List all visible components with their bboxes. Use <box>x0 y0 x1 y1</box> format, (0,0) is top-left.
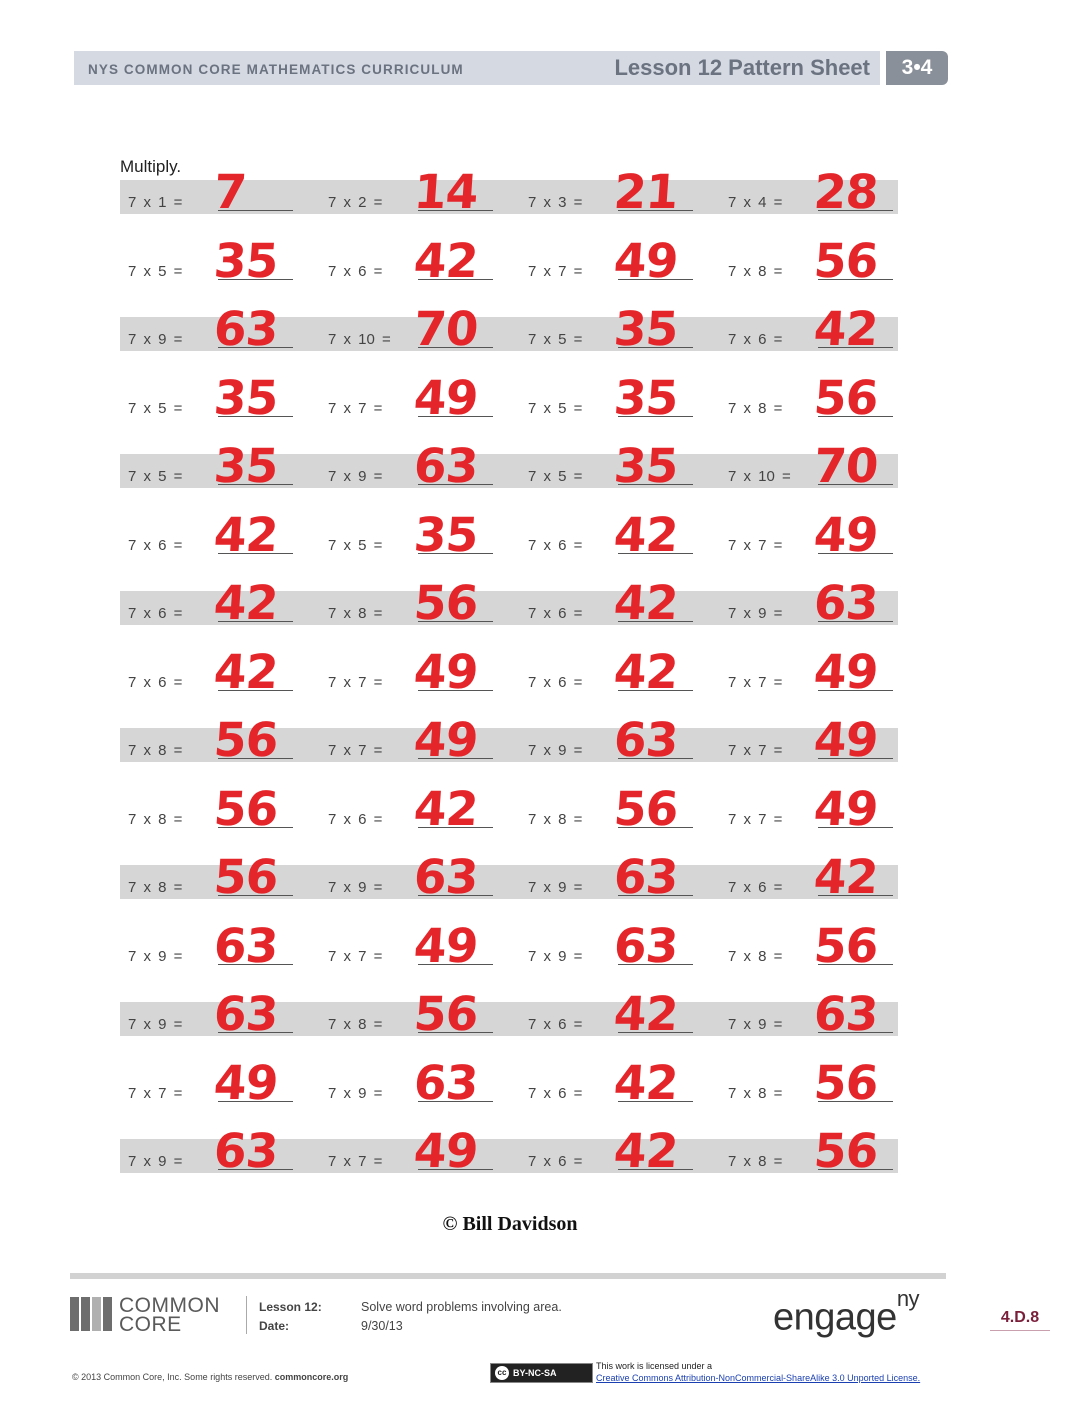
date-label: Date: <box>259 1319 290 1333</box>
problem-expression: 7 x 6 = <box>728 331 783 348</box>
problem-cell <box>120 987 310 1042</box>
handwritten-answer: 63 <box>412 1055 480 1111</box>
problem-cell <box>720 165 910 220</box>
problem-cell <box>120 302 310 357</box>
handwritten-answer: 56 <box>212 713 280 768</box>
problem-cell <box>520 576 710 631</box>
problem-expression: 7 x 7 = <box>328 673 383 691</box>
footer-vertical-divider <box>246 1296 247 1334</box>
problem-expression: 7 x 5 = <box>128 262 183 280</box>
handwritten-answer: 42 <box>612 1055 680 1111</box>
problem-cell <box>520 1055 710 1111</box>
problem-expression: 7 x 9 = <box>128 331 183 348</box>
handwritten-answer: 56 <box>612 781 680 837</box>
problem-cell <box>720 439 910 494</box>
problem-cell <box>120 439 310 494</box>
footer-divider <box>70 1273 946 1279</box>
problem-expression: 7 x 9 = <box>328 1084 383 1102</box>
problem-cell <box>320 987 510 1042</box>
problem-expression: 7 x 9 = <box>128 947 183 965</box>
problem-expression: 7 x 8 = <box>128 742 183 759</box>
logo-line2: CORE <box>119 1313 182 1336</box>
handwritten-answer: 42 <box>612 507 680 563</box>
problem-expression: 7 x 9 = <box>528 879 583 896</box>
problem-expression: 7 x 6 = <box>128 605 183 622</box>
problem-cell <box>720 713 910 768</box>
handwritten-answer: 35 <box>612 370 680 426</box>
problem-expression: 7 x 6 = <box>528 605 583 622</box>
problem-expression: 7 x 6 = <box>328 262 383 280</box>
curriculum-title: NYS COMMON CORE MATHEMATICS CURRICULUM <box>88 62 464 77</box>
handwritten-answer: 35 <box>612 439 680 494</box>
problem-expression: 7 x 6 = <box>528 1153 583 1170</box>
problem-row <box>120 302 898 357</box>
problem-expression: 7 x 9 = <box>128 1153 183 1170</box>
problem-cell <box>320 713 510 768</box>
problem-cell <box>520 439 710 494</box>
problem-cell <box>120 370 310 426</box>
problem-cell <box>520 165 710 220</box>
engage-sup: ny <box>896 1286 920 1311</box>
handwritten-answer: 56 <box>212 850 280 905</box>
handwritten-answer: 42 <box>212 644 280 700</box>
handwritten-answer: 42 <box>812 850 880 905</box>
copyright-notice <box>72 1372 348 1382</box>
handwritten-answer: 63 <box>212 302 280 357</box>
problem-cell <box>520 233 710 289</box>
handwritten-answer: 42 <box>612 644 680 700</box>
handwritten-answer: 63 <box>612 918 680 974</box>
problem-expression: 7 x 9 = <box>128 1016 183 1033</box>
problem-expression: 7 x 7 = <box>728 673 783 691</box>
handwritten-answer: 35 <box>612 302 680 357</box>
lesson-label: Lesson 12: <box>259 1300 322 1314</box>
problem-cell <box>320 370 510 426</box>
problem-expression: 7 x 5 = <box>128 468 183 485</box>
problem-cell <box>320 439 510 494</box>
problem-cell <box>520 644 710 700</box>
problem-expression: 7 x 3 = <box>528 194 583 211</box>
problem-cell <box>520 507 710 563</box>
problem-cell <box>320 302 510 357</box>
problem-cell <box>320 644 510 700</box>
problem-cell <box>520 918 710 974</box>
problem-expression: 7 x 7 = <box>728 536 783 554</box>
handwritten-answer: 49 <box>412 713 480 768</box>
problem-cell <box>320 165 510 220</box>
author-credit: © Bill Davidson <box>442 1213 578 1235</box>
problem-expression: 7 x 6 = <box>528 536 583 554</box>
problem-cell <box>120 850 310 905</box>
cc-license-badge <box>490 1363 593 1383</box>
problem-cell <box>120 1124 310 1179</box>
handwritten-answer: 35 <box>212 439 280 494</box>
handwritten-answer: 56 <box>812 1124 880 1179</box>
handwritten-answer: 63 <box>212 1124 280 1179</box>
engage-text: engage <box>773 1296 897 1339</box>
logo-line1: COMMON <box>119 1294 220 1317</box>
problem-expression: 7 x 8 = <box>328 605 383 622</box>
problem-expression: 7 x 8 = <box>128 810 183 828</box>
problem-expression: 7 x 7 = <box>728 742 783 759</box>
handwritten-answer: 42 <box>412 233 480 289</box>
problem-row <box>120 850 898 905</box>
problem-cell <box>720 781 910 837</box>
problem-cell <box>120 644 310 700</box>
problem-cell <box>720 850 910 905</box>
problem-cell <box>720 302 910 357</box>
problem-cell <box>520 781 710 837</box>
problem-expression: 7 x 9 = <box>728 605 783 622</box>
license-link[interactable]: Creative Commons Attribution-NonCommercial-ShareAlike 3.0 Unported License. <box>596 1373 921 1383</box>
problem-cell <box>120 781 310 837</box>
cc-badge-text: BY-NC-SA <box>513 1368 557 1378</box>
problem-cell <box>320 918 510 974</box>
problem-cell <box>520 987 710 1042</box>
problem-expression: 7 x 6 = <box>328 810 383 828</box>
handwritten-answer: 42 <box>812 302 880 357</box>
problem-cell <box>120 713 310 768</box>
problem-cell <box>120 576 310 631</box>
problem-cell <box>320 781 510 837</box>
handwritten-answer: 63 <box>412 439 480 494</box>
problem-cell <box>520 1124 710 1179</box>
handwritten-answer: 14 <box>412 165 480 220</box>
handwritten-answer: 63 <box>812 576 880 631</box>
problem-cell <box>720 1055 910 1111</box>
problem-cell <box>520 850 710 905</box>
problem-row <box>120 439 898 494</box>
problem-cell <box>520 713 710 768</box>
handwritten-answer: 56 <box>812 370 880 426</box>
problem-cell <box>720 1124 910 1179</box>
handwritten-answer: 49 <box>612 233 680 289</box>
problem-expression: 7 x 6 = <box>128 673 183 691</box>
problem-expression: 7 x 6 = <box>128 536 183 554</box>
problem-expression: 7 x 8 = <box>728 262 783 280</box>
copyright-text: © 2013 Common Core, Inc. Some rights reserved. <box>72 1372 273 1382</box>
problem-expression: 7 x 8 = <box>728 1084 783 1102</box>
problem-expression: 7 x 6 = <box>528 1016 583 1033</box>
problem-cell <box>520 370 710 426</box>
problem-row <box>120 1055 898 1111</box>
handwritten-answer: 42 <box>212 576 280 631</box>
problem-cell <box>720 644 910 700</box>
problem-row <box>120 644 898 700</box>
handwritten-answer: 56 <box>812 1055 880 1111</box>
problem-cell <box>320 1055 510 1111</box>
problem-row <box>120 781 898 837</box>
handwritten-answer: 49 <box>812 644 880 700</box>
handwritten-answer: 63 <box>612 713 680 768</box>
header-bar <box>74 51 880 85</box>
handwritten-answer: 42 <box>612 1124 680 1179</box>
problem-cell <box>120 507 310 563</box>
problem-expression: 7 x 5 = <box>528 468 583 485</box>
problem-expression: 7 x 7 = <box>528 262 583 280</box>
page-reference: 4.D.8 <box>990 1309 1050 1331</box>
problem-expression: 7 x 7 = <box>328 947 383 965</box>
creative-commons-icon: cc <box>495 1366 509 1380</box>
problem-expression: 7 x 9 = <box>728 1016 783 1033</box>
problem-expression: 7 x 7 = <box>328 742 383 759</box>
handwritten-answer: 42 <box>612 576 680 631</box>
handwritten-answer: 49 <box>212 1055 280 1111</box>
handwritten-answer: 49 <box>412 1124 480 1179</box>
handwritten-answer: 49 <box>412 644 480 700</box>
problem-expression: 7 x 8 = <box>328 1016 383 1033</box>
handwritten-answer: 63 <box>612 850 680 905</box>
handwritten-answer: 49 <box>412 370 480 426</box>
handwritten-answer: 56 <box>412 987 480 1042</box>
license-text <box>596 1360 920 1384</box>
problem-expression: 7 x 5 = <box>128 399 183 417</box>
problem-expression: 7 x 7 = <box>128 1084 183 1102</box>
problem-expression: 7 x 9 = <box>528 742 583 759</box>
problem-cell <box>320 576 510 631</box>
problem-expression: 7 x 7 = <box>328 399 383 417</box>
problem-expression: 7 x 5 = <box>328 536 383 554</box>
problem-expression: 7 x 9 = <box>528 947 583 965</box>
instructions: Multiply. <box>120 157 182 176</box>
problem-expression: 7 x 8 = <box>128 879 183 896</box>
engageny-logo <box>773 1286 920 1340</box>
problem-expression: 7 x 7 = <box>728 810 783 828</box>
problem-row <box>120 370 898 426</box>
problem-expression: 7 x 6 = <box>528 1084 583 1102</box>
copyright-site: commoncore.org <box>274 1372 349 1382</box>
date-value: 9/30/13 <box>361 1319 403 1333</box>
handwritten-answer: 63 <box>212 918 280 974</box>
problem-expression: 7 x 8 = <box>728 947 783 965</box>
problem-expression: 7 x 6 = <box>528 673 583 691</box>
problem-row <box>120 918 898 974</box>
problem-cell <box>720 233 910 289</box>
problem-cell <box>520 302 710 357</box>
handwritten-answer: 42 <box>212 507 280 563</box>
handwritten-answer: 70 <box>812 439 880 494</box>
handwritten-answer: 63 <box>412 850 480 905</box>
problem-expression: 7 x 6 = <box>728 879 783 896</box>
problem-row <box>120 1124 898 1179</box>
problem-expression: 7 x 5 = <box>528 399 583 417</box>
problem-cell <box>320 507 510 563</box>
problem-cell <box>720 370 910 426</box>
handwritten-answer: 49 <box>812 781 880 837</box>
problem-expression: 7 x 1 = <box>128 194 183 211</box>
problem-cell <box>120 1055 310 1111</box>
problem-cell <box>320 850 510 905</box>
handwritten-answer: 70 <box>412 302 480 357</box>
problem-expression: 7 x 8 = <box>528 810 583 828</box>
grade-module-badge: 3•4 <box>886 51 948 85</box>
handwritten-answer: 35 <box>412 507 480 563</box>
problem-expression: 7 x 2 = <box>328 194 383 211</box>
problem-cell <box>320 1124 510 1179</box>
common-core-logo <box>70 1294 220 1336</box>
lesson-title: Lesson 12 Pattern Sheet <box>614 55 870 80</box>
handwritten-answer: 49 <box>812 713 880 768</box>
handwritten-answer: 56 <box>812 233 880 289</box>
handwritten-answer: 35 <box>212 233 280 289</box>
problem-expression: 7 x 8 = <box>728 1153 783 1170</box>
handwritten-answer: 21 <box>612 165 680 220</box>
problem-expression: 7 x 9 = <box>328 879 383 896</box>
problem-row <box>120 507 898 563</box>
handwritten-answer: 49 <box>812 507 880 563</box>
problem-expression: 7 x 10 = <box>728 468 791 485</box>
problem-expression: 7 x 10 = <box>328 331 391 348</box>
problem-row <box>120 987 898 1042</box>
handwritten-answer: 42 <box>612 987 680 1042</box>
problem-expression: 7 x 5 = <box>528 331 583 348</box>
problem-cell <box>120 918 310 974</box>
problem-row <box>120 576 898 631</box>
handwritten-answer: 7 <box>212 165 248 220</box>
handwritten-answer: 56 <box>412 576 480 631</box>
problem-expression: 7 x 4 = <box>728 194 783 211</box>
problem-expression: 7 x 8 = <box>728 399 783 417</box>
problem-row <box>120 713 898 768</box>
handwritten-answer: 35 <box>212 370 280 426</box>
lesson-value: Solve word problems involving area. <box>361 1300 562 1314</box>
problem-cell <box>120 233 310 289</box>
handwritten-answer: 56 <box>212 781 280 837</box>
handwritten-answer: 28 <box>812 165 880 220</box>
problem-cell <box>720 507 910 563</box>
common-core-logo-icon <box>70 1297 114 1336</box>
problem-cell <box>720 987 910 1042</box>
handwritten-answer: 42 <box>412 781 480 837</box>
handwritten-answer: 49 <box>412 918 480 974</box>
problem-expression: 7 x 9 = <box>328 468 383 485</box>
problem-cell <box>720 918 910 974</box>
problem-row <box>120 233 898 289</box>
problem-cell <box>720 576 910 631</box>
problem-cell <box>320 233 510 289</box>
handwritten-answer: 56 <box>812 918 880 974</box>
license-intro: This work is licensed under a <box>596 1361 713 1371</box>
handwritten-answer: 63 <box>212 987 280 1042</box>
problem-expression: 7 x 7 = <box>328 1153 383 1170</box>
handwritten-answer: 63 <box>812 987 880 1042</box>
